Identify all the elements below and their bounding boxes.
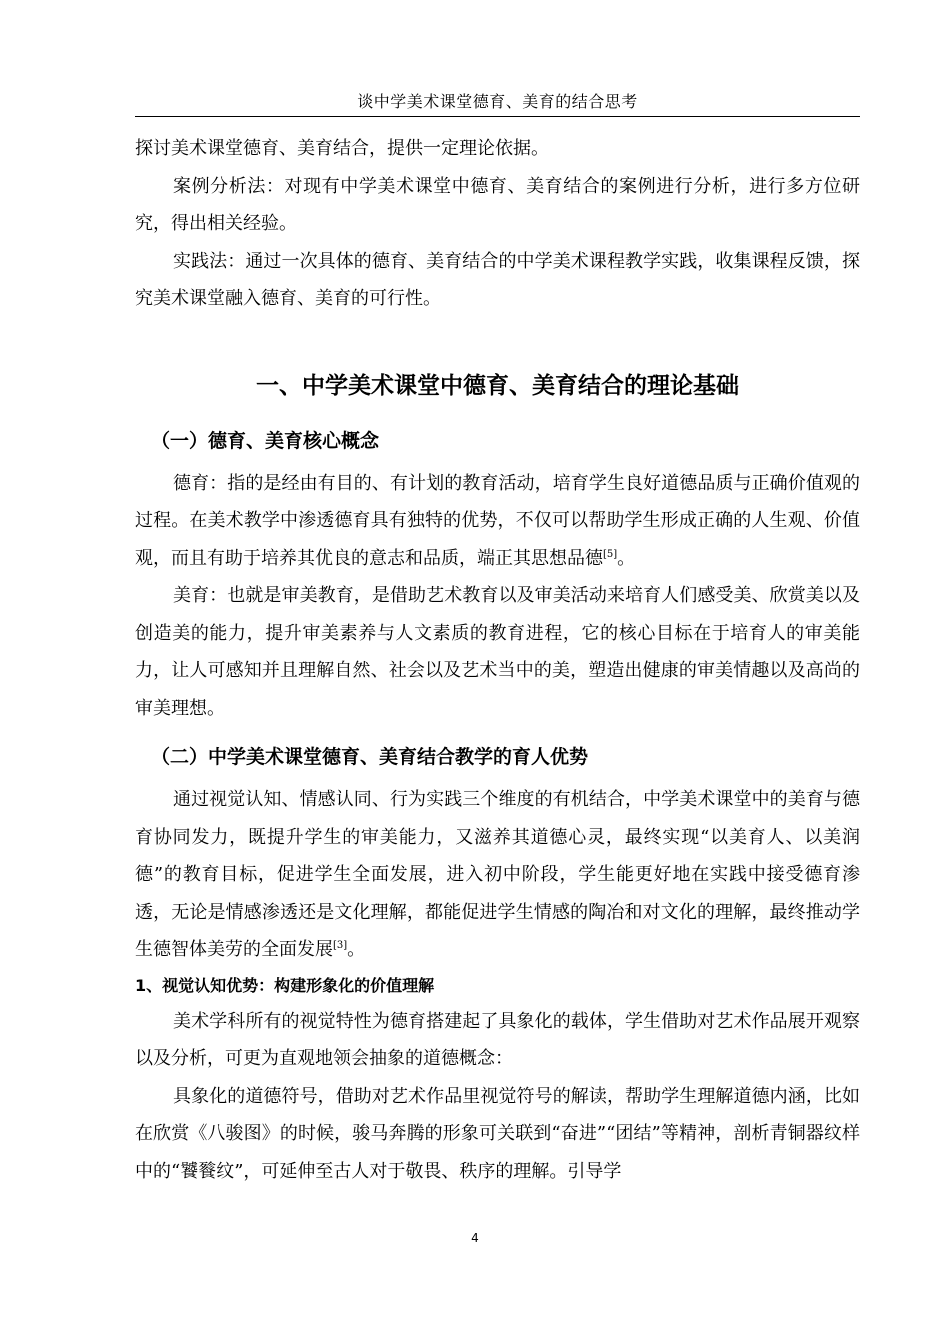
paragraph-text: 通过视觉认知、情感认同、行为实践三个维度的有机结合，中学美术课堂中的美育与德育协同发力，既提升学生的审美能力，又滋养其道德心灵，最终实现“以美育人、以美润德”的教育目标，促进学生全面发展，进入初中阶段，学生能更好地在实践中接受德育渗透，无论是情感渗透还是文化理解，都能促进学生情感的陶冶和对文化的理解，最终推动学生德智体美劳的全面发展: [135, 789, 860, 960]
paragraph: 美育：也就是审美教育，是借助艺术教育以及审美活动来培育人们感受美、欣赏美以及创造美的能力，提升审美素养与人文素质的教育进程，它的核心目标在于培育人的审美能力，让人可感知并且理解自然、社会以及艺术当中的美，塑造出健康的审美情趣以及高尚的审美理想。: [135, 585, 860, 719]
paragraph: 实践法：通过一次具体的德育、美育结合的中学美术课程教学实践，收集课程反馈，探究美术课堂融入德育、美育的可行性。: [135, 250, 860, 309]
paragraph-text: 德育：指的是经由有目的、有计划的教育活动，培育学生良好道德品质与正确价值观的过程。在美术教学中渗透德育具有独特的优势，不仅可以帮助学生形成正确的人生观、价值观，而且有助于培养其优良的意志和品质，端正其思想品德: [135, 472, 860, 569]
section-heading: 一、中学美术课堂中德育、美育结合的理论基础: [256, 372, 739, 399]
running-header: 谈中学美术课堂德育、美育的结合思考: [357, 92, 638, 111]
paragraph: 具象化的道德符号，借助对艺术作品里视觉符号的解读，帮助学生理解道德内涵，比如在欣赏《八骏图》的时候，骏马奔腾的形象可关联到“奋进”“团结”等精神，剖析青铜器纹样中的“饕餮纹”，可延伸至古人对于敬畏、秩序的理解。引导学: [135, 1085, 860, 1182]
paragraph: 探讨美术课堂德育、美育结合，提供一定理论依据。: [135, 138, 549, 159]
paragraph: 案例分析法：对现有中学美术课堂中德育、美育结合的案例进行分析，进行多方位研究，得出相关经验。: [135, 175, 860, 234]
header-rule: [135, 116, 860, 117]
subsection-heading: （一）德育、美育核心概念: [151, 429, 380, 452]
citation: [3]: [333, 940, 348, 951]
paragraph: [135, 465, 860, 578]
paragraph: [135, 781, 860, 969]
paragraph: 美术学科所有的视觉特性为德育搭建起了具象化的载体，学生借助对艺术作品展开观察以及分析，可更为直观地领会抽象的道德概念：: [135, 1010, 860, 1069]
paragraph-end: 。: [617, 547, 636, 569]
page-number: 4: [471, 1231, 479, 1245]
subsection-heading: （二）中学美术课堂德育、美育结合教学的育人优势: [151, 746, 589, 768]
paragraph-end: 。: [347, 939, 366, 960]
document-body: [135, 130, 860, 1190]
item-heading: 1、视觉认知优势：构建形象化的价值理解: [135, 975, 435, 995]
citation: [5]: [603, 548, 618, 560]
